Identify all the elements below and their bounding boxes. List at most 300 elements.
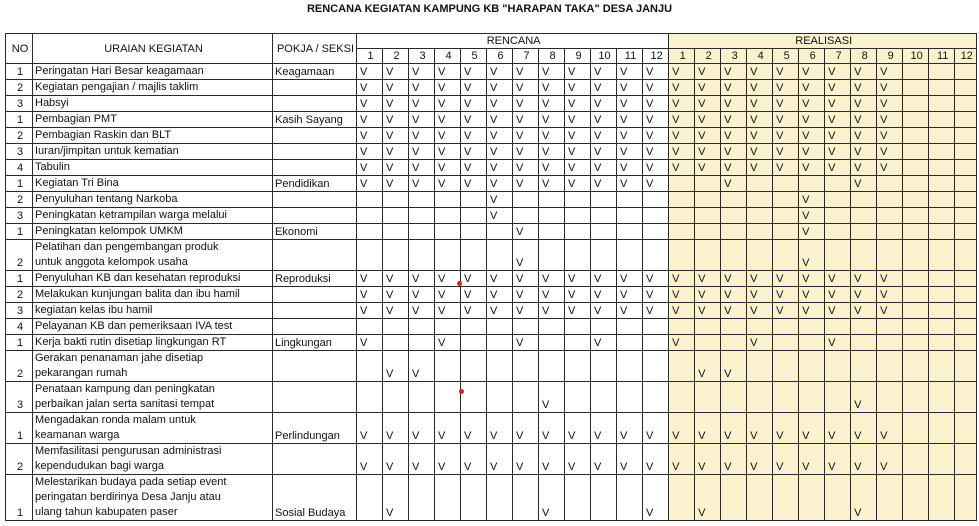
cell-rencana-month-3[interactable] bbox=[409, 192, 435, 208]
cell-rencana-month-1[interactable]: V bbox=[357, 413, 383, 444]
cell-rencana-month-3[interactable] bbox=[409, 224, 435, 240]
cell-realisasi-month-7[interactable] bbox=[825, 240, 851, 271]
cell-realisasi-month-7[interactable]: V bbox=[825, 144, 851, 160]
cell-realisasi-month-4[interactable]: V bbox=[747, 444, 773, 475]
cell-rencana-month-5[interactable]: V bbox=[461, 176, 487, 192]
cell-realisasi-month-2[interactable]: V bbox=[695, 160, 721, 176]
cell-realisasi-month-2[interactable]: V bbox=[695, 64, 721, 80]
cell-rencana-month-6[interactable]: V bbox=[487, 444, 513, 475]
cell-realisasi-month-12[interactable] bbox=[955, 176, 977, 192]
cell-uraian[interactable] bbox=[33, 271, 273, 287]
cell-realisasi-month-1[interactable]: V bbox=[669, 444, 695, 475]
cell-rencana-month-5[interactable] bbox=[461, 335, 487, 351]
cell-realisasi-month-5[interactable] bbox=[773, 335, 799, 351]
cell-rencana-month-7[interactable]: V bbox=[513, 335, 539, 351]
month-header-rencana-3[interactable]: 3 bbox=[409, 49, 435, 64]
month-header-rencana-12[interactable]: 12 bbox=[643, 49, 669, 64]
cell-rencana-month-5[interactable]: V bbox=[461, 160, 487, 176]
cell-no[interactable]: 1 bbox=[6, 64, 33, 80]
cell-realisasi-month-7[interactable]: V bbox=[825, 160, 851, 176]
cell-rencana-month-7[interactable]: V bbox=[513, 112, 539, 128]
cell-realisasi-month-2[interactable]: V bbox=[695, 287, 721, 303]
cell-no[interactable]: 2 bbox=[6, 351, 33, 382]
cell-realisasi-month-9[interactable] bbox=[877, 335, 903, 351]
cell-realisasi-month-5[interactable] bbox=[773, 224, 799, 240]
cell-rencana-month-9[interactable]: V bbox=[565, 144, 591, 160]
cell-realisasi-month-9[interactable] bbox=[877, 240, 903, 271]
cell-rencana-month-8[interactable]: V bbox=[539, 80, 565, 96]
cell-rencana-month-11[interactable] bbox=[617, 319, 643, 335]
cell-realisasi-month-10[interactable] bbox=[903, 382, 929, 413]
cell-rencana-month-7[interactable] bbox=[513, 208, 539, 224]
cell-rencana-month-12[interactable]: V bbox=[643, 271, 669, 287]
cell-rencana-month-9[interactable] bbox=[565, 208, 591, 224]
cell-realisasi-month-12[interactable] bbox=[955, 444, 977, 475]
cell-realisasi-month-6[interactable]: V bbox=[799, 287, 825, 303]
cell-rencana-month-1[interactable] bbox=[357, 192, 383, 208]
cell-rencana-month-9[interactable] bbox=[565, 224, 591, 240]
cell-realisasi-month-6[interactable]: V bbox=[799, 303, 825, 319]
cell-realisasi-month-4[interactable]: V bbox=[747, 413, 773, 444]
cell-rencana-month-11[interactable] bbox=[617, 382, 643, 413]
cell-rencana-month-10[interactable] bbox=[591, 475, 617, 521]
cell-realisasi-month-5[interactable]: V bbox=[773, 144, 799, 160]
cell-rencana-month-3[interactable]: V bbox=[409, 303, 435, 319]
cell-realisasi-month-7[interactable] bbox=[825, 192, 851, 208]
cell-realisasi-month-11[interactable] bbox=[929, 351, 955, 382]
cell-rencana-month-12[interactable]: V bbox=[643, 413, 669, 444]
cell-no[interactable]: 1 bbox=[6, 224, 33, 240]
cell-realisasi-month-2[interactable] bbox=[695, 319, 721, 335]
cell-realisasi-month-12[interactable] bbox=[955, 112, 977, 128]
cell-realisasi-month-9[interactable] bbox=[877, 192, 903, 208]
cell-rencana-month-12[interactable] bbox=[643, 208, 669, 224]
cell-rencana-month-10[interactable] bbox=[591, 224, 617, 240]
cell-rencana-month-1[interactable] bbox=[357, 351, 383, 382]
cell-rencana-month-11[interactable]: V bbox=[617, 112, 643, 128]
cell-rencana-month-3[interactable] bbox=[409, 335, 435, 351]
cell-no[interactable]: 4 bbox=[6, 319, 33, 335]
cell-rencana-month-5[interactable] bbox=[461, 319, 487, 335]
cell-realisasi-month-10[interactable] bbox=[903, 176, 929, 192]
cell-no[interactable]: 1 bbox=[6, 176, 33, 192]
cell-rencana-month-2[interactable]: V bbox=[383, 413, 409, 444]
cell-rencana-month-3[interactable]: V bbox=[409, 64, 435, 80]
cell-realisasi-month-3[interactable]: V bbox=[721, 303, 747, 319]
cell-realisasi-month-7[interactable]: V bbox=[825, 128, 851, 144]
cell-realisasi-month-4[interactable]: V bbox=[747, 303, 773, 319]
cell-no[interactable]: 2 bbox=[6, 287, 33, 303]
cell-rencana-month-8[interactable]: V bbox=[539, 271, 565, 287]
cell-realisasi-month-9[interactable] bbox=[877, 351, 903, 382]
cell-realisasi-month-1[interactable] bbox=[669, 475, 695, 521]
cell-realisasi-month-7[interactable]: V bbox=[825, 96, 851, 112]
cell-realisasi-month-1[interactable]: V bbox=[669, 144, 695, 160]
cell-rencana-month-7[interactable]: V bbox=[513, 144, 539, 160]
month-header-realisasi-1[interactable]: 1 bbox=[669, 49, 695, 64]
cell-no[interactable]: 3 bbox=[6, 96, 33, 112]
cell-realisasi-month-12[interactable] bbox=[955, 351, 977, 382]
cell-rencana-month-8[interactable] bbox=[539, 192, 565, 208]
cell-rencana-month-5[interactable]: V bbox=[461, 80, 487, 96]
cell-rencana-month-11[interactable] bbox=[617, 224, 643, 240]
cell-realisasi-month-9[interactable]: V bbox=[877, 80, 903, 96]
cell-rencana-month-9[interactable] bbox=[565, 192, 591, 208]
cell-rencana-month-6[interactable]: V bbox=[487, 208, 513, 224]
cell-rencana-month-3[interactable] bbox=[409, 475, 435, 521]
cell-rencana-month-2[interactable] bbox=[383, 208, 409, 224]
cell-rencana-month-12[interactable]: V bbox=[643, 303, 669, 319]
cell-realisasi-month-12[interactable] bbox=[955, 319, 977, 335]
cell-realisasi-month-4[interactable]: V bbox=[747, 144, 773, 160]
cell-realisasi-month-5[interactable] bbox=[773, 319, 799, 335]
cell-realisasi-month-1[interactable]: V bbox=[669, 112, 695, 128]
cell-rencana-month-4[interactable] bbox=[435, 351, 461, 382]
cell-rencana-month-9[interactable]: V bbox=[565, 112, 591, 128]
cell-realisasi-month-11[interactable] bbox=[929, 128, 955, 144]
cell-rencana-month-9[interactable] bbox=[565, 240, 591, 271]
cell-rencana-month-8[interactable]: V bbox=[539, 128, 565, 144]
cell-no[interactable]: 4 bbox=[6, 160, 33, 176]
cell-rencana-month-4[interactable]: V bbox=[435, 64, 461, 80]
month-header-realisasi-6[interactable]: 6 bbox=[799, 49, 825, 64]
cell-rencana-month-1[interactable]: V bbox=[357, 271, 383, 287]
cell-no[interactable]: 2 bbox=[6, 192, 33, 208]
cell-uraian[interactable] bbox=[33, 413, 273, 444]
cell-realisasi-month-10[interactable] bbox=[903, 64, 929, 80]
cell-rencana-month-7[interactable]: V bbox=[513, 64, 539, 80]
cell-realisasi-month-7[interactable]: V bbox=[825, 444, 851, 475]
cell-realisasi-month-9[interactable] bbox=[877, 382, 903, 413]
cell-realisasi-month-8[interactable] bbox=[851, 319, 877, 335]
cell-realisasi-month-12[interactable] bbox=[955, 240, 977, 271]
cell-realisasi-month-6[interactable]: V bbox=[799, 192, 825, 208]
cell-realisasi-month-11[interactable] bbox=[929, 335, 955, 351]
cell-realisasi-month-11[interactable] bbox=[929, 176, 955, 192]
cell-uraian[interactable] bbox=[33, 224, 273, 240]
cell-realisasi-month-9[interactable] bbox=[877, 208, 903, 224]
header-no[interactable]: NO bbox=[6, 34, 33, 64]
month-header-realisasi-2[interactable]: 2 bbox=[695, 49, 721, 64]
cell-realisasi-month-8[interactable]: V bbox=[851, 176, 877, 192]
cell-rencana-month-11[interactable]: V bbox=[617, 96, 643, 112]
cell-realisasi-month-4[interactable]: V bbox=[747, 80, 773, 96]
cell-realisasi-month-8[interactable] bbox=[851, 335, 877, 351]
cell-rencana-month-4[interactable]: V bbox=[435, 287, 461, 303]
cell-rencana-month-6[interactable]: V bbox=[487, 64, 513, 80]
cell-rencana-month-11[interactable]: V bbox=[617, 176, 643, 192]
cell-rencana-month-7[interactable]: V bbox=[513, 128, 539, 144]
cell-realisasi-month-1[interactable]: V bbox=[669, 335, 695, 351]
cell-rencana-month-1[interactable]: V bbox=[357, 444, 383, 475]
cell-realisasi-month-9[interactable]: V bbox=[877, 413, 903, 444]
cell-realisasi-month-1[interactable] bbox=[669, 382, 695, 413]
cell-realisasi-month-11[interactable] bbox=[929, 224, 955, 240]
month-header-realisasi-10[interactable]: 10 bbox=[903, 49, 929, 64]
cell-rencana-month-11[interactable]: V bbox=[617, 413, 643, 444]
cell-no[interactable]: 3 bbox=[6, 303, 33, 319]
cell-realisasi-month-2[interactable] bbox=[695, 224, 721, 240]
cell-realisasi-month-6[interactable]: V bbox=[799, 208, 825, 224]
cell-rencana-month-2[interactable]: V bbox=[383, 303, 409, 319]
cell-realisasi-month-12[interactable] bbox=[955, 192, 977, 208]
cell-uraian[interactable] bbox=[33, 80, 273, 96]
cell-no[interactable]: 3 bbox=[6, 208, 33, 224]
cell-rencana-month-7[interactable]: V bbox=[513, 413, 539, 444]
cell-rencana-month-10[interactable]: V bbox=[591, 413, 617, 444]
cell-rencana-month-8[interactable]: V bbox=[539, 287, 565, 303]
cell-rencana-month-6[interactable] bbox=[487, 335, 513, 351]
cell-rencana-month-6[interactable] bbox=[487, 475, 513, 521]
month-header-rencana-8[interactable]: 8 bbox=[539, 49, 565, 64]
cell-rencana-month-6[interactable] bbox=[487, 382, 513, 413]
cell-realisasi-month-12[interactable] bbox=[955, 128, 977, 144]
cell-rencana-month-12[interactable]: V bbox=[643, 444, 669, 475]
cell-uraian[interactable] bbox=[33, 382, 273, 413]
cell-realisasi-month-3[interactable] bbox=[721, 240, 747, 271]
cell-realisasi-month-1[interactable] bbox=[669, 208, 695, 224]
cell-realisasi-month-8[interactable]: V bbox=[851, 64, 877, 80]
cell-rencana-month-5[interactable] bbox=[461, 382, 487, 413]
month-header-realisasi-7[interactable]: 7 bbox=[825, 49, 851, 64]
cell-rencana-month-10[interactable]: V bbox=[591, 160, 617, 176]
cell-rencana-month-2[interactable]: V bbox=[383, 287, 409, 303]
cell-realisasi-month-7[interactable] bbox=[825, 382, 851, 413]
cell-rencana-month-11[interactable]: V bbox=[617, 271, 643, 287]
cell-pokja[interactable] bbox=[273, 303, 357, 319]
cell-rencana-month-12[interactable] bbox=[643, 319, 669, 335]
cell-rencana-month-1[interactable]: V bbox=[357, 144, 383, 160]
cell-realisasi-month-11[interactable] bbox=[929, 413, 955, 444]
cell-rencana-month-2[interactable] bbox=[383, 224, 409, 240]
cell-rencana-month-3[interactable]: V bbox=[409, 128, 435, 144]
cell-realisasi-month-5[interactable] bbox=[773, 351, 799, 382]
cell-realisasi-month-9[interactable]: V bbox=[877, 144, 903, 160]
cell-rencana-month-5[interactable]: V bbox=[461, 303, 487, 319]
cell-rencana-month-9[interactable] bbox=[565, 475, 591, 521]
cell-realisasi-month-8[interactable]: V bbox=[851, 303, 877, 319]
cell-realisasi-month-12[interactable] bbox=[955, 413, 977, 444]
cell-rencana-month-7[interactable]: V bbox=[513, 287, 539, 303]
cell-realisasi-month-6[interactable] bbox=[799, 319, 825, 335]
cell-rencana-month-6[interactable]: V bbox=[487, 192, 513, 208]
cell-rencana-month-3[interactable]: V bbox=[409, 80, 435, 96]
cell-realisasi-month-1[interactable] bbox=[669, 319, 695, 335]
cell-rencana-month-1[interactable]: V bbox=[357, 176, 383, 192]
cell-realisasi-month-7[interactable]: V bbox=[825, 112, 851, 128]
cell-rencana-month-8[interactable] bbox=[539, 319, 565, 335]
cell-realisasi-month-11[interactable] bbox=[929, 160, 955, 176]
cell-rencana-month-10[interactable]: V bbox=[591, 303, 617, 319]
cell-rencana-month-8[interactable] bbox=[539, 208, 565, 224]
cell-rencana-month-1[interactable] bbox=[357, 319, 383, 335]
cell-realisasi-month-8[interactable]: V bbox=[851, 287, 877, 303]
cell-realisasi-month-1[interactable]: V bbox=[669, 160, 695, 176]
cell-rencana-month-7[interactable]: V bbox=[513, 176, 539, 192]
cell-rencana-month-7[interactable] bbox=[513, 351, 539, 382]
cell-realisasi-month-11[interactable] bbox=[929, 64, 955, 80]
cell-realisasi-month-12[interactable] bbox=[955, 303, 977, 319]
cell-rencana-month-10[interactable] bbox=[591, 192, 617, 208]
cell-rencana-month-8[interactable] bbox=[539, 224, 565, 240]
cell-uraian[interactable] bbox=[33, 208, 273, 224]
cell-rencana-month-4[interactable]: V bbox=[435, 176, 461, 192]
cell-rencana-month-2[interactable] bbox=[383, 319, 409, 335]
cell-realisasi-month-2[interactable]: V bbox=[695, 96, 721, 112]
cell-rencana-month-7[interactable]: V bbox=[513, 160, 539, 176]
cell-pokja[interactable] bbox=[273, 319, 357, 335]
cell-realisasi-month-3[interactable] bbox=[721, 335, 747, 351]
cell-realisasi-month-2[interactable] bbox=[695, 240, 721, 271]
cell-rencana-month-11[interactable] bbox=[617, 240, 643, 271]
cell-rencana-month-3[interactable]: V bbox=[409, 287, 435, 303]
cell-rencana-month-10[interactable] bbox=[591, 240, 617, 271]
cell-realisasi-month-3[interactable]: V bbox=[721, 96, 747, 112]
cell-realisasi-month-9[interactable]: V bbox=[877, 303, 903, 319]
cell-realisasi-month-11[interactable] bbox=[929, 319, 955, 335]
cell-rencana-month-5[interactable]: V bbox=[461, 287, 487, 303]
cell-uraian[interactable] bbox=[33, 335, 273, 351]
cell-rencana-month-9[interactable]: V bbox=[565, 80, 591, 96]
cell-uraian[interactable] bbox=[33, 240, 273, 271]
cell-realisasi-month-4[interactable]: V bbox=[747, 128, 773, 144]
cell-pokja[interactable]: Kasih Sayang bbox=[273, 112, 357, 128]
cell-realisasi-month-7[interactable] bbox=[825, 319, 851, 335]
cell-rencana-month-7[interactable]: V bbox=[513, 224, 539, 240]
cell-realisasi-month-5[interactable]: V bbox=[773, 112, 799, 128]
cell-realisasi-month-4[interactable] bbox=[747, 240, 773, 271]
cell-rencana-month-10[interactable]: V bbox=[591, 128, 617, 144]
cell-rencana-month-3[interactable]: V bbox=[409, 96, 435, 112]
cell-rencana-month-3[interactable]: V bbox=[409, 413, 435, 444]
cell-rencana-month-10[interactable]: V bbox=[591, 444, 617, 475]
cell-rencana-month-1[interactable] bbox=[357, 224, 383, 240]
cell-rencana-month-7[interactable]: V bbox=[513, 271, 539, 287]
cell-realisasi-month-11[interactable] bbox=[929, 271, 955, 287]
cell-realisasi-month-11[interactable] bbox=[929, 475, 955, 521]
cell-pokja[interactable]: Reproduksi bbox=[273, 271, 357, 287]
cell-realisasi-month-3[interactable]: V bbox=[721, 176, 747, 192]
cell-uraian[interactable] bbox=[33, 144, 273, 160]
cell-rencana-month-11[interactable]: V bbox=[617, 303, 643, 319]
cell-realisasi-month-9[interactable]: V bbox=[877, 444, 903, 475]
cell-realisasi-month-12[interactable] bbox=[955, 144, 977, 160]
cell-rencana-month-8[interactable]: V bbox=[539, 303, 565, 319]
cell-realisasi-month-5[interactable]: V bbox=[773, 271, 799, 287]
cell-no[interactable]: 1 bbox=[6, 475, 33, 521]
cell-realisasi-month-10[interactable] bbox=[903, 319, 929, 335]
cell-realisasi-month-6[interactable]: V bbox=[799, 271, 825, 287]
cell-rencana-month-8[interactable]: V bbox=[539, 96, 565, 112]
cell-rencana-month-9[interactable]: V bbox=[565, 160, 591, 176]
cell-realisasi-month-7[interactable]: V bbox=[825, 64, 851, 80]
cell-rencana-month-4[interactable] bbox=[435, 382, 461, 413]
cell-realisasi-month-10[interactable] bbox=[903, 80, 929, 96]
cell-realisasi-month-3[interactable]: V bbox=[721, 271, 747, 287]
cell-realisasi-month-5[interactable] bbox=[773, 475, 799, 521]
cell-rencana-month-11[interactable]: V bbox=[617, 144, 643, 160]
cell-realisasi-month-12[interactable] bbox=[955, 335, 977, 351]
cell-rencana-month-9[interactable]: V bbox=[565, 176, 591, 192]
cell-rencana-month-8[interactable]: V bbox=[539, 144, 565, 160]
cell-pokja[interactable]: Perlindungan bbox=[273, 413, 357, 444]
month-header-rencana-9[interactable]: 9 bbox=[565, 49, 591, 64]
cell-realisasi-month-7[interactable] bbox=[825, 176, 851, 192]
cell-rencana-month-10[interactable]: V bbox=[591, 112, 617, 128]
month-header-realisasi-4[interactable]: 4 bbox=[747, 49, 773, 64]
month-header-rencana-4[interactable]: 4 bbox=[435, 49, 461, 64]
cell-rencana-month-11[interactable]: V bbox=[617, 80, 643, 96]
cell-rencana-month-6[interactable]: V bbox=[487, 160, 513, 176]
cell-realisasi-month-3[interactable]: V bbox=[721, 444, 747, 475]
cell-rencana-month-5[interactable]: V bbox=[461, 271, 487, 287]
cell-realisasi-month-11[interactable] bbox=[929, 287, 955, 303]
cell-realisasi-month-6[interactable] bbox=[799, 382, 825, 413]
cell-rencana-month-8[interactable]: V bbox=[539, 444, 565, 475]
cell-realisasi-month-4[interactable]: V bbox=[747, 287, 773, 303]
cell-realisasi-month-7[interactable]: V bbox=[825, 287, 851, 303]
cell-rencana-month-5[interactable]: V bbox=[461, 444, 487, 475]
cell-realisasi-month-6[interactable]: V bbox=[799, 80, 825, 96]
cell-uraian[interactable] bbox=[33, 160, 273, 176]
cell-rencana-month-11[interactable] bbox=[617, 335, 643, 351]
month-header-rencana-11[interactable]: 11 bbox=[617, 49, 643, 64]
cell-rencana-month-10[interactable]: V bbox=[591, 96, 617, 112]
cell-rencana-month-12[interactable] bbox=[643, 240, 669, 271]
cell-realisasi-month-8[interactable]: V bbox=[851, 271, 877, 287]
cell-realisasi-month-3[interactable]: V bbox=[721, 64, 747, 80]
month-header-rencana-6[interactable]: 6 bbox=[487, 49, 513, 64]
cell-rencana-month-8[interactable] bbox=[539, 240, 565, 271]
month-header-realisasi-3[interactable]: 3 bbox=[721, 49, 747, 64]
cell-realisasi-month-3[interactable]: V bbox=[721, 144, 747, 160]
cell-uraian[interactable] bbox=[33, 475, 273, 521]
cell-realisasi-month-7[interactable] bbox=[825, 224, 851, 240]
cell-realisasi-month-2[interactable]: V bbox=[695, 144, 721, 160]
cell-realisasi-month-1[interactable]: V bbox=[669, 80, 695, 96]
cell-realisasi-month-2[interactable] bbox=[695, 208, 721, 224]
cell-realisasi-month-5[interactable] bbox=[773, 192, 799, 208]
cell-realisasi-month-2[interactable]: V bbox=[695, 112, 721, 128]
cell-realisasi-month-3[interactable] bbox=[721, 382, 747, 413]
cell-rencana-month-7[interactable]: V bbox=[513, 240, 539, 271]
cell-rencana-month-11[interactable]: V bbox=[617, 128, 643, 144]
cell-realisasi-month-10[interactable] bbox=[903, 144, 929, 160]
cell-rencana-month-2[interactable]: V bbox=[383, 176, 409, 192]
cell-realisasi-month-5[interactable] bbox=[773, 176, 799, 192]
cell-rencana-month-2[interactable]: V bbox=[383, 444, 409, 475]
cell-rencana-month-9[interactable]: V bbox=[565, 413, 591, 444]
cell-rencana-month-1[interactable]: V bbox=[357, 303, 383, 319]
cell-rencana-month-1[interactable]: V bbox=[357, 112, 383, 128]
cell-realisasi-month-5[interactable] bbox=[773, 208, 799, 224]
cell-rencana-month-10[interactable] bbox=[591, 382, 617, 413]
cell-realisasi-month-11[interactable] bbox=[929, 444, 955, 475]
cell-realisasi-month-12[interactable] bbox=[955, 224, 977, 240]
cell-realisasi-month-1[interactable]: V bbox=[669, 413, 695, 444]
cell-realisasi-month-9[interactable]: V bbox=[877, 96, 903, 112]
cell-realisasi-month-11[interactable] bbox=[929, 382, 955, 413]
cell-realisasi-month-10[interactable] bbox=[903, 240, 929, 271]
cell-realisasi-month-11[interactable] bbox=[929, 240, 955, 271]
cell-rencana-month-7[interactable] bbox=[513, 319, 539, 335]
cell-realisasi-month-7[interactable] bbox=[825, 475, 851, 521]
cell-rencana-month-7[interactable]: V bbox=[513, 80, 539, 96]
cell-realisasi-month-3[interactable]: V bbox=[721, 112, 747, 128]
cell-realisasi-month-5[interactable] bbox=[773, 382, 799, 413]
cell-no[interactable]: 3 bbox=[6, 382, 33, 413]
cell-realisasi-month-4[interactable] bbox=[747, 351, 773, 382]
